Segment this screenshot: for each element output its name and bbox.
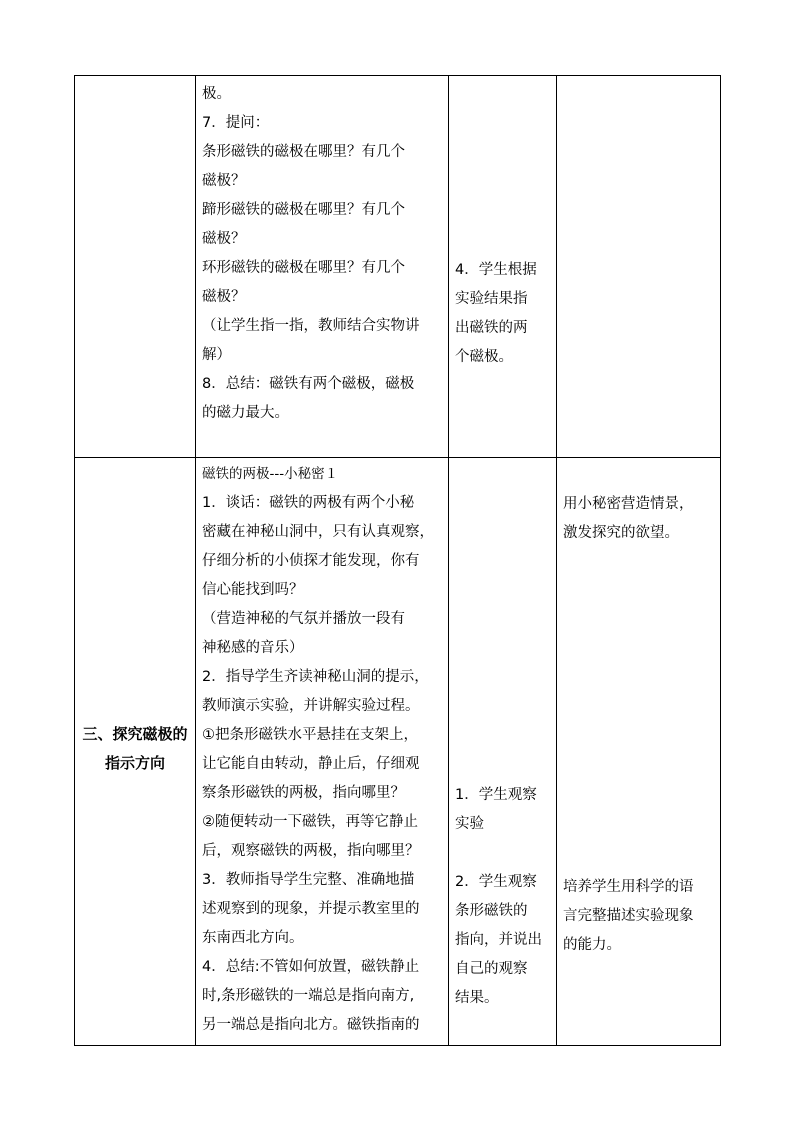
text-line: 1．谈话：磁铁的两极有两个小秘 [202, 495, 415, 511]
text-line: 信心能找到吗？ [202, 582, 304, 598]
text-line: 实验 [455, 816, 484, 832]
text-line: （营造神秘的气氛并播放一段有 [202, 611, 405, 627]
text-line: （让学生指一指，教师结合实物讲 [202, 318, 420, 334]
text-line: 4．总结:不管如何放置，磁铁静止 [202, 959, 420, 975]
text-line: 神秘感的音乐） [202, 640, 304, 656]
text-line: 后，观察磁铁的两极，指向哪里？ [202, 843, 420, 859]
text-line: 另一端总是指向北方。磁铁指南的 [202, 1017, 420, 1033]
teacher-activity-cell [196, 458, 449, 1046]
design-intent-cell-empty [557, 76, 721, 458]
text-line: 的能力。 [563, 937, 621, 953]
section-cell-empty [75, 76, 196, 458]
lesson-plan-table [74, 75, 721, 1046]
text-line: 磁铁的两极---小秘密１ [202, 466, 339, 482]
table-row [75, 76, 721, 458]
text-line: 实验结果指 [455, 291, 528, 307]
text-line: 蹄形磁铁的磁极在哪里？有几个 [202, 202, 405, 218]
text-line: 4．学生根据 [455, 262, 537, 278]
text-line: 的磁力最大。 [202, 405, 289, 421]
text-line: 条形磁铁的磁极在哪里？有几个 [202, 144, 405, 160]
section-title-line: 三、探究磁极的 [82, 725, 188, 743]
text-line: 指向，并说出 [455, 932, 542, 948]
text-line: 教师演示实验，并讲解实验过程。 [202, 698, 420, 714]
text-line: 极。 [202, 86, 231, 102]
text-line: 述观察到的现象，并提示教室里的 [202, 901, 420, 917]
text-line: ②随便转动一下磁铁，再等它静止 [202, 814, 418, 830]
text-line: 7．提问： [202, 115, 270, 131]
text-line: 自己的观察 [455, 961, 528, 977]
text-line: 察条形磁铁的两极，指向哪里？ [202, 785, 405, 801]
text-line: 磁极？ [202, 289, 246, 305]
text-line: 磁极？ [202, 231, 246, 247]
text-line: 仔细分析的小侦探才能发现，你有 [202, 553, 420, 569]
text-line [455, 839, 550, 868]
text-line: 解） [202, 347, 231, 363]
text-line: 东南西北方向。 [202, 930, 304, 946]
text-line: 条形磁铁的 [455, 903, 528, 919]
text-line: 时,条形磁铁的一端总是指向南方, [202, 988, 415, 1004]
text-line: 8．总结：磁铁有两个磁极，磁极 [202, 376, 415, 392]
student-activity-cell [449, 458, 557, 1046]
design-intent-cell [557, 458, 721, 1046]
text-line: 出磁铁的两 [455, 320, 528, 336]
text-line: 激发探究的欲望。 [563, 525, 679, 541]
text-line: 3．教师指导学生完整、准确地描 [202, 872, 415, 888]
student-activity-cell [449, 76, 557, 458]
text-line: 个磁极。 [455, 349, 513, 365]
teacher-activity-cell [196, 76, 449, 458]
section-title-cell [75, 458, 196, 1046]
text-line: ①把条形磁铁水平悬挂在支架上， [202, 727, 418, 743]
text-line: 用小秘密营造情景， [563, 496, 694, 512]
text-line: 1．学生观察 [455, 787, 537, 803]
section-title [81, 458, 189, 778]
text-line: 言完整描述实验现象 [563, 908, 694, 924]
table-row [75, 458, 721, 1046]
text-line: 环形磁铁的磁极在哪里？有几个 [202, 260, 405, 276]
section-title-line: 指示方向 [104, 754, 165, 772]
text-line: 2．指导学生齐读神秘山洞的提示， [202, 669, 429, 685]
text-line: 培养学生用科学的语 [563, 879, 694, 895]
text-line: 2．学生观察 [455, 874, 537, 890]
text-line: 磁极？ [202, 173, 246, 189]
text-line: 结果。 [455, 990, 499, 1006]
text-line: 密藏在神秘山洞中，只有认真观察， [202, 524, 434, 540]
text-line: 让它能自由转动，静止后，仔细观 [202, 756, 420, 772]
